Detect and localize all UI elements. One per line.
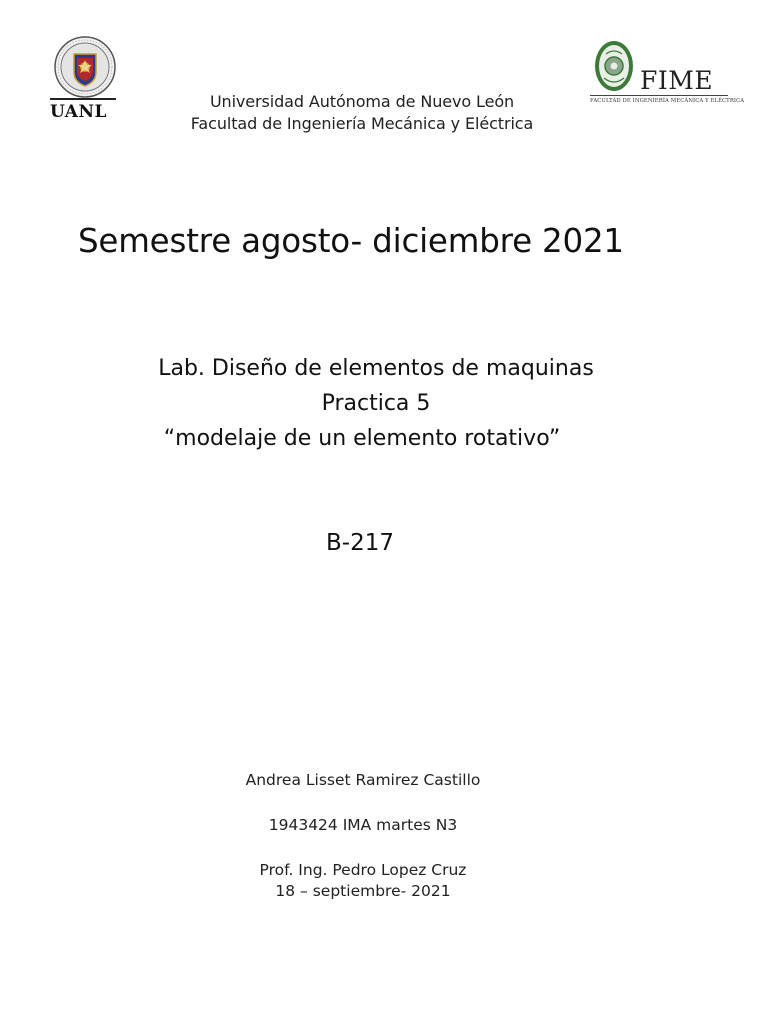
uanl-seal-icon [44, 36, 126, 98]
practice-title: “modelaje de un elemento rotativo” [163, 426, 561, 451]
semester-title: Semestre agosto- diciembre 2021 [78, 222, 624, 260]
document-date: 18 – septiembre- 2021 [275, 882, 451, 900]
group-code: B-217 [326, 530, 394, 556]
fime-emblem-icon [592, 40, 642, 96]
university-name: Universidad Autónoma de Nuevo León [209, 92, 515, 111]
lab-name: Lab. Diseño de elementos de maquinas [158, 356, 594, 381]
practice-number: Practica 5 [321, 391, 431, 416]
professor-name: Prof. Ing. Pedro Lopez Cruz [259, 861, 467, 879]
student-name: Andrea Lisset Ramirez Castillo [245, 771, 481, 789]
fime-label: FIME [640, 66, 714, 95]
fime-subtitle: FACULTAD DE INGENIERÍA MECÁNICA Y ELÉCTRICA [590, 98, 745, 104]
uanl-label: UANL [50, 102, 107, 122]
faculty-name: Facultad de Ingeniería Mecánica y Eléctrica [190, 114, 534, 133]
student-id-line: 1943424 IMA martes N3 [268, 816, 458, 834]
